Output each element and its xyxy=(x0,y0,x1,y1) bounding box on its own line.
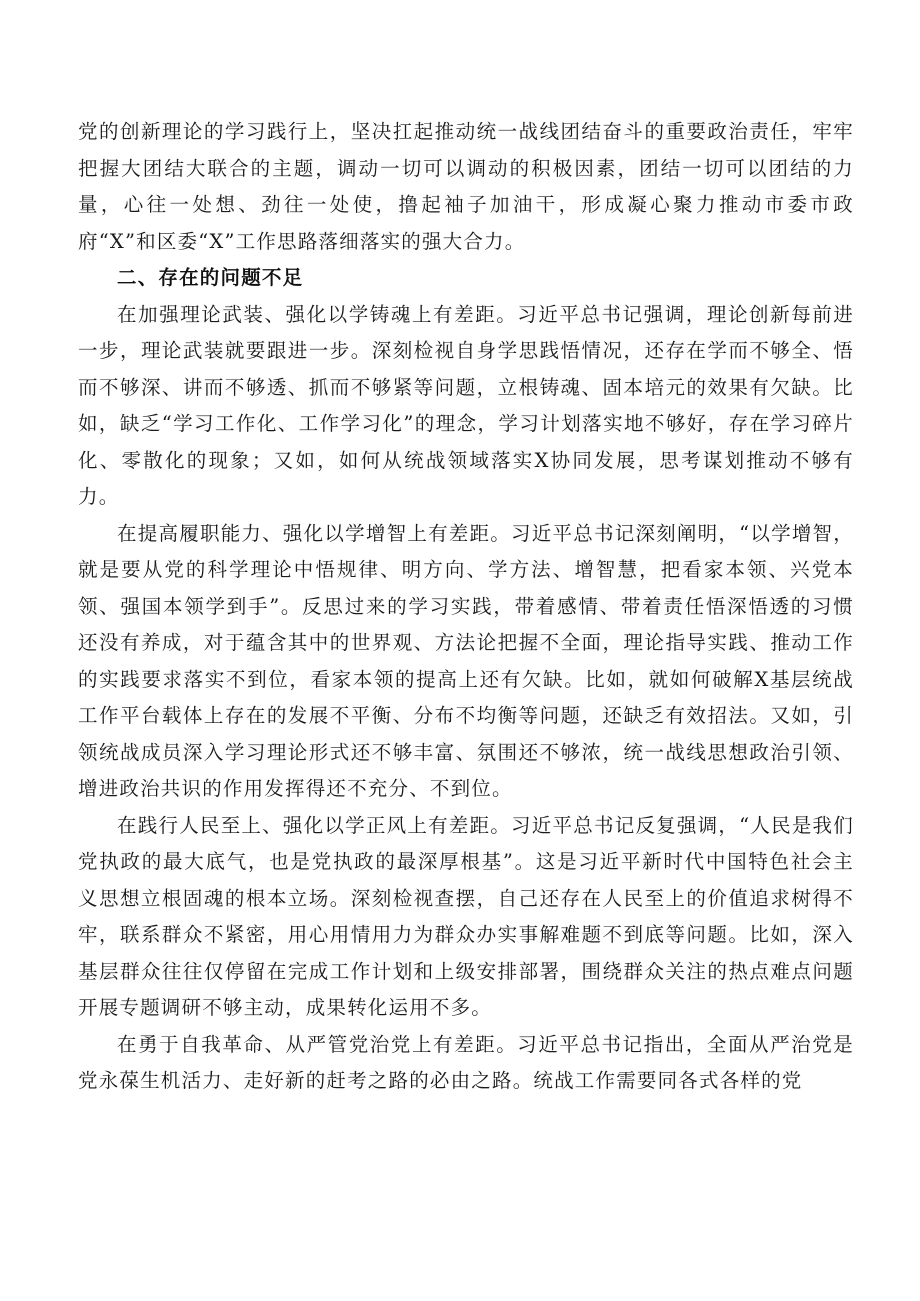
paragraph-self-revolution: 在勇于自我革命、从严管党治党上有差距。习近平总书记指出，全面从严治党是党永葆生机活力、走好新的赶考之路的必由之路。统战工作需要同各式各样的党 xyxy=(78,1032,854,1092)
paragraph-theory-arming: 在加强理论武装、强化以学铸魂上有差距。习近平总书记强调，理论创新每前进一步，理论武装就要跟进一步。深刻检视自身学思践悟情况，还存在学而不够全、悟而不够深、讲而不够透、抓而不够紧等问题，立根铸魂、固本培元的效果有欠缺。比如，缺乏“学习工作化、工作学习化”的理念，学习计划落实地不够好，存在学习碎片化、零散化的现象；又如，如何从统战领域落实X协同发展，思考谋划推动不够有力。 xyxy=(78,302,854,508)
paragraph-people-first: 在践行人民至上、强化以学正风上有差距。习近平总书记反复强调，“人民是我们党执政的最大底气，也是党执政的最深厚根基”。这是习近平新时代中国特色社会主义思想立根固魂的根本立场。深刻检视查摆，自己还存在人民至上的价值追求树得不牢，联系群众不紧密，用心用情用力为群众办实事解难题不到底等问题。比如，深入基层群众往往仅停留在完成工作计划和上级安排部署，围绕群众关注的热点难点问题开展专题调研不够主动，成果转化运用不多。 xyxy=(78,813,854,1019)
section-heading: 二、存在的问题不足 xyxy=(117,266,304,289)
paragraph-ability: 在提高履职能力、强化以学增智上有差距。习近平总书记深刻阐明，“以学增智，就是要从党的科学理论中悟规律、明方向、学方法、增智慧，把看家本领、兴党本领、强国本领学到手”。反思过来的学习实践，带着感情、带着责任悟深悟透的习惯还没有养成，对于蕴含其中的世界观、方法论把握不全面，理论指导实践、推动工作的实践要求落实不到位，看家本领的提高上还有欠缺。比如，就如何破解X基层统战工作平台载体上存在的发展不平衡、分布不均衡等问题，还缺乏有效招法。又如，引领统战成员深入学习理论形式还不够丰富、氛围还不够浓，统一战线思想政治引领、增进政治共识的作用发挥得还不充分、不到位。 xyxy=(78,521,854,800)
document-body xyxy=(78,114,854,1100)
paragraph-continuation: 党的创新理论的学习践行上，坚决扛起推动统一战线团结奋斗的重要政治责任，牢牢把握大团结大联合的主题，调动一切可以调动的积极因素，团结一切可以团结的力量，心往一处想、劲往一处使，撸起袖子加油干，形成凝心聚力推动市委市政府“X”和区委“X”工作思路落细落实的强大合力。 xyxy=(78,120,854,253)
